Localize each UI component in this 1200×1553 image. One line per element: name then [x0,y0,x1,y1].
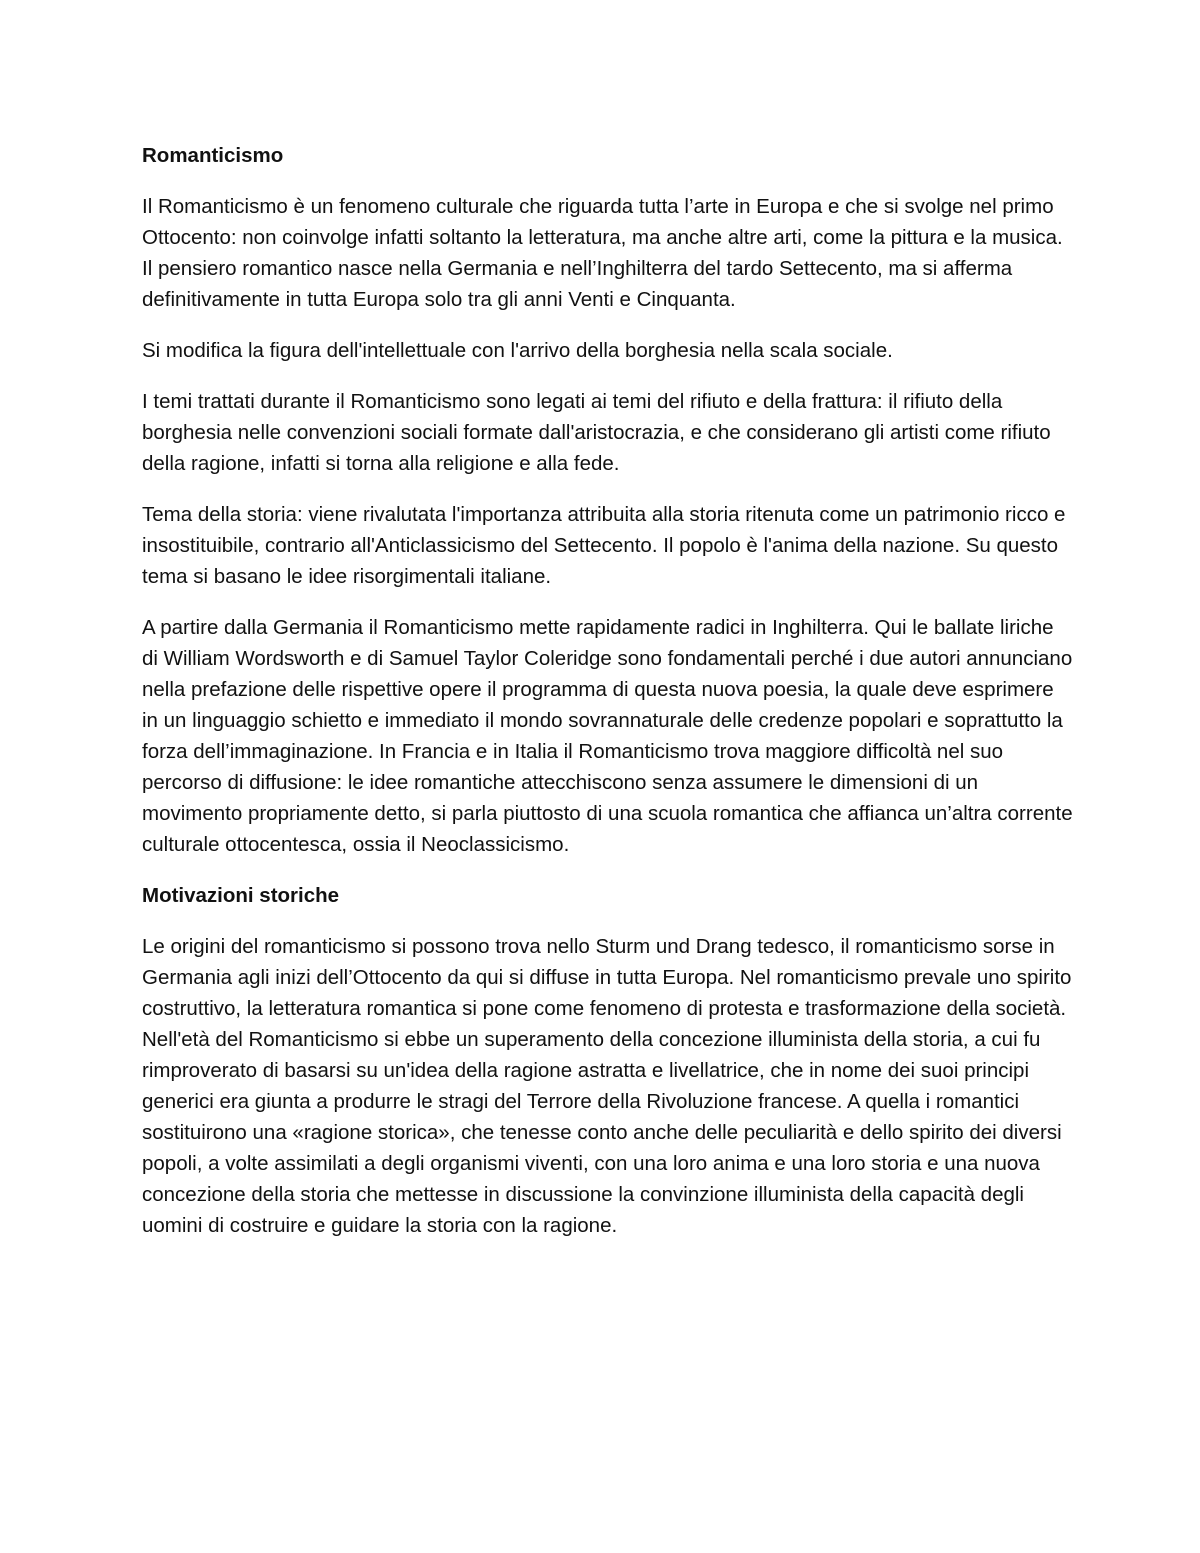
document-body [142,140,1075,1241]
paragraph: Tema della storia: viene rivalutata l'importanza attribuita alla storia ritenuta come un patrimonio ricco e insostituibile, contrario all'Anticlassicismo del Settecento. Il popolo è l'anima della nazione. Su questo tema si basano le idee risorgimentali italiane. [142,503,1066,588]
paragraph: I temi trattati durante il Romanticismo sono legati ai temi del rifiuto e della frattura: il rifiuto della borghesia nelle convenzioni sociali formate dall'aristocrazia, e che considerano gli artisti come rifiuto della ragione, infatti si torna alla religione e alla fede. [142,390,1051,475]
paragraph: Le origini del romanticismo si possono trova nello Sturm und Drang tedesco, il romanticismo sorse in Germania agli inizi dell’Ottocento da qui si diffuse in tutta Europa. Nel romanticismo prevale uno spirito costruttivo, la letteratura romantica si pone come fenomeno di protesta e trasformazione della società. Nell'età del Romanticismo si ebbe un superamento della concezione illuminista della storia, a cui fu rimproverato di basarsi su un'idea della ragione astratta e livellatrice, che in nome dei suoi principi generici era giunta a produrre le stragi del Terrore della Rivoluzione francese. A quella i romantici sostituirono una «ragione storica», che tenesse conto anche delle peculiarità e dello spirito dei diversi popoli, a volte assimilati a degli organismi viventi, con una loro anima e una loro storia e una nuova concezione della storia che mettesse in discussione la convinzione illuminista della capacità degli uomini di costruire e guidare la storia con la ragione. [142,935,1072,1237]
paragraph: Si modifica la figura dell'intellettuale con l'arrivo della borghesia nella scala sociale. [142,339,893,362]
paragraph: A partire dalla Germania il Romanticismo mette rapidamente radici in Inghilterra. Qui le ballate liriche di William Wordsworth e di Samuel Taylor Coleridge sono fondamentali perché i due autori annunciano nella prefazione delle rispettive opere il programma di questa nuova poesia, la quale deve esprimere in un linguaggio schietto e immediato il mondo sovrannaturale delle credenze popolari e soprattutto la forza dell’immaginazione. In Francia e in Italia il Romanticismo trova maggiore difficoltà nel suo percorso di diffusione: le idee romantiche attecchiscono senza assumere le dimensioni di un movimento propriamente detto, si parla piuttosto di una scuola romantica che affianca un’altra corrente culturale ottocentesca, ossia il Neoclassicismo. [142,616,1073,856]
section-heading: Romanticismo [142,144,284,167]
section-romanticismo [142,140,1075,860]
section-motivazioni-storiche [142,880,1075,1241]
section-heading: Motivazioni storiche [142,884,340,907]
paragraph: Il Romanticismo è un fenomeno culturale che riguarda tutta l’arte in Europa e che si svolge nel primo Ottocento: non coinvolge infatti soltanto la letteratura, ma anche altre arti, come la pittura e la musica. Il pensiero romantico nasce nella Germania e nell’Inghilterra del tardo Settecento, ma si afferma definitivamente in tutta Europa solo tra gli anni Venti e Cinquanta. [142,195,1063,311]
